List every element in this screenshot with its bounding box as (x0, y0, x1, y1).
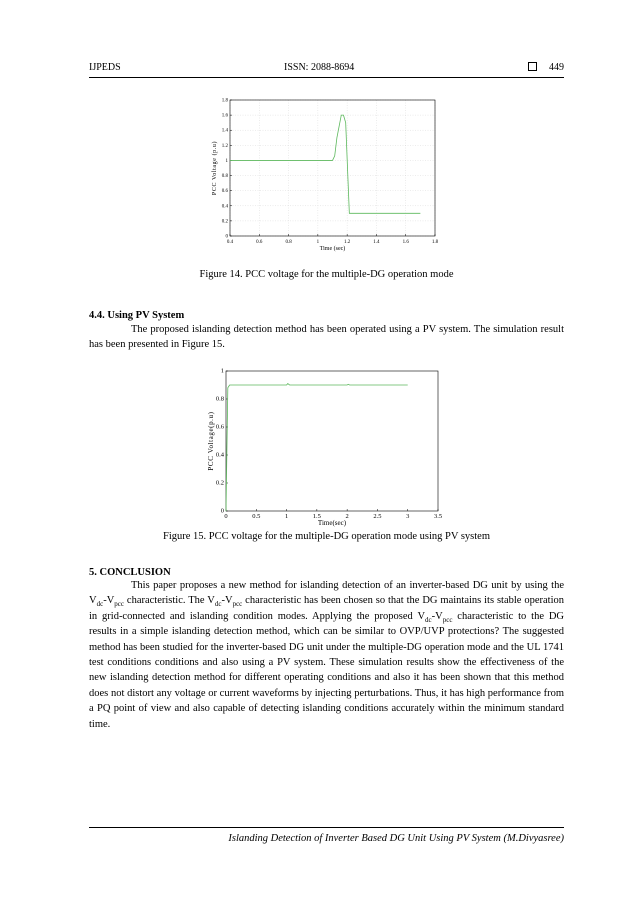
x-tick-label: 1.8 (431, 240, 439, 245)
series-line (226, 384, 408, 511)
x-tick-label: 1.2 (344, 240, 351, 245)
x-tick-label: 3.5 (433, 513, 443, 520)
header-rule (89, 77, 564, 78)
conclusion-paragraph: This paper proposes a new method for islanding detection of an inverter-based DG unit by using the $V_{dc}-V_{pcc}$ characteristic. The $V_{dc}-V_{pcc}$ characteristic has been chosen so that the DG maintains its stable operation in grid-connected and islanding condition modes. Applying the proposed $V_{dc}-V_{pcc}$ characteristic to the DG results in a simple islanding detection method, which can be similar to OVP/UVP protections? The suggested method has been studied for the inverter-based DG unit under the multiple-DG operation mode and the UL 1741 test conditions conditions and also using a PV system. These simulation results show the effectiveness of the new islanding detection method for different operating conditions and also it has been shown that this method does not distort any voltage or current waveforms by injecting perturbations. Thus, it has high performance from a PQ point of view and also capable of detecting islanding conditions accurately within the minimum standard time. (89, 580, 565, 730)
x-tick-label: 3 (406, 513, 410, 520)
page-number: 449 (549, 62, 564, 73)
plot-frame (226, 371, 438, 511)
y-axis-label: PCC Voltage(p.u) (207, 411, 215, 471)
y-tick-label: 0.4 (221, 204, 228, 210)
x-tick-label: 1.4 (373, 240, 380, 245)
journal-name: IJPEDS (89, 62, 121, 73)
issn: ISSN: 2088-8694 (284, 62, 355, 73)
page-number-group (528, 62, 564, 73)
y-tick-label: 1 (220, 367, 224, 375)
y-tick-label: 1.4 (221, 128, 228, 134)
y-tick-label: 0.2 (215, 479, 224, 487)
y-tick-label: 0.8 (221, 174, 228, 180)
running-footer: Islanding Detection of Inverter Based DG Unit Using PV System (M.Divyasree) (228, 833, 564, 844)
y-tick-label: 0.6 (221, 189, 228, 195)
x-tick-label: 1 (284, 513, 289, 520)
checkbox-square-icon (528, 62, 537, 71)
x-tick-label: 0.5 (252, 513, 261, 520)
figure-14-chart (205, 94, 445, 254)
figure-14-caption: Figure 14. PCC voltage for the multiple-DG operation mode (199, 269, 454, 280)
x-tick-label: 1.6 (402, 240, 409, 245)
figure-15-chart (202, 363, 452, 528)
y-tick-label: 1.2 (221, 143, 228, 149)
x-axis-label: Time(sec) (317, 519, 347, 527)
series-line (230, 115, 420, 213)
y-tick-label: 0.4 (215, 451, 224, 459)
figure-15-caption: Figure 15. PCC voltage for the multiple-DG operation mode using PV system (162, 531, 491, 542)
x-tick-label: 0.8 (285, 240, 292, 245)
y-tick-label: 1.6 (221, 113, 228, 119)
x-tick-label: 1.5 (312, 513, 321, 520)
x-tick-label: 2 (345, 513, 349, 520)
x-tick-label: 2.5 (373, 513, 382, 520)
y-axis-label: PCC Voltage (p.u) (212, 140, 218, 196)
x-axis-label: Time (sec) (319, 246, 346, 252)
y-tick-label: 1 (225, 158, 228, 164)
page-header (89, 62, 564, 76)
y-tick-label: 0 (225, 234, 228, 240)
plot-frame (230, 100, 435, 236)
x-tick-label: 0 (224, 513, 228, 520)
x-tick-label: 1 (316, 240, 320, 245)
y-tick-label: 0 (220, 507, 224, 515)
x-tick-label: 0.6 (256, 240, 263, 245)
section-4-4-paragraph: The proposed islanding detection method has been operated using a PV system. The simulation result has been presented in Figure 15. (89, 324, 564, 351)
y-tick-label: 1.8 (221, 98, 228, 104)
x-tick-label: 0.4 (226, 240, 234, 245)
y-tick-label: 0.6 (215, 423, 224, 431)
y-tick-label: 0.8 (215, 395, 224, 403)
section-4-4-heading: 4.4. Using PV System (89, 310, 185, 321)
section-5-heading: 5. CONCLUSION (89, 567, 171, 578)
y-tick-label: 0.2 (221, 219, 228, 225)
footer-rule (89, 827, 564, 828)
